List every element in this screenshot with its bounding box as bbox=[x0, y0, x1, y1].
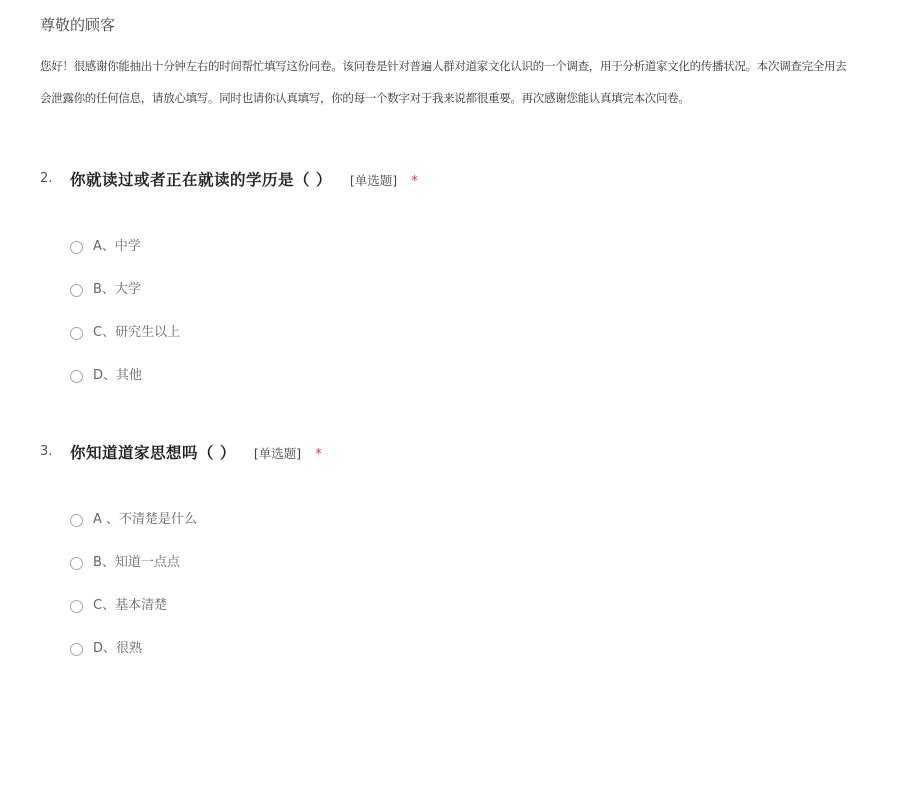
question-type-label: [单选题] bbox=[349, 173, 398, 188]
question-text: 你就读过或者正在就读的学历是（ ） bbox=[70, 171, 332, 189]
question-title-row bbox=[40, 168, 880, 192]
options-list bbox=[70, 511, 197, 683]
option-b[interactable] bbox=[70, 281, 180, 324]
option-b[interactable] bbox=[70, 554, 197, 597]
question-number: 2. bbox=[40, 171, 53, 186]
option-label[interactable]: A 、不清楚是什么 bbox=[93, 512, 198, 527]
required-marker: * bbox=[411, 174, 418, 189]
radio-button[interactable] bbox=[70, 284, 83, 297]
question-text: 你知道道家思想吗（ ） bbox=[70, 444, 236, 462]
question-2 bbox=[40, 168, 880, 383]
question-number: 3. bbox=[40, 444, 53, 459]
option-label[interactable]: B、大学 bbox=[93, 282, 141, 297]
option-c[interactable] bbox=[70, 597, 197, 640]
intro-text-line-1: 您好！很感谢你能抽出十分钟左右的时间帮忙填写这份问卷。该问卷是针对普遍人群对道家文化认识的一个调查，用于分析道家文化的传播状况。本次调查完全用去 bbox=[40, 59, 847, 73]
greeting-title: 尊敬的顾客 bbox=[40, 16, 116, 34]
option-a[interactable] bbox=[70, 511, 197, 554]
radio-button[interactable] bbox=[70, 370, 83, 383]
radio-button[interactable] bbox=[70, 327, 83, 340]
option-label[interactable]: D、其他 bbox=[93, 368, 143, 383]
radio-button[interactable] bbox=[70, 643, 83, 656]
option-c[interactable] bbox=[70, 324, 180, 367]
question-title-group bbox=[70, 441, 322, 463]
radio-button[interactable] bbox=[70, 600, 83, 613]
option-label[interactable]: B、知道一点点 bbox=[93, 555, 180, 570]
radio-button[interactable] bbox=[70, 241, 83, 254]
question-3 bbox=[40, 441, 880, 656]
option-label[interactable]: C、基本清楚 bbox=[93, 598, 168, 613]
option-a[interactable] bbox=[70, 238, 180, 281]
options-list bbox=[70, 238, 180, 410]
option-label[interactable]: C、研究生以上 bbox=[93, 325, 181, 340]
required-marker: * bbox=[315, 447, 322, 462]
option-label[interactable]: D、很熟 bbox=[93, 641, 143, 656]
option-d[interactable] bbox=[70, 640, 197, 683]
question-title-group bbox=[70, 168, 418, 190]
question-title-row bbox=[40, 441, 880, 465]
radio-button[interactable] bbox=[70, 557, 83, 570]
intro-text-line-2: 会泄露你的任何信息，请放心填写。同时也请你认真填写，你的每一个数字对于我来说都很重要。再次感谢您能认真填完本次问卷。 bbox=[40, 91, 690, 105]
radio-button[interactable] bbox=[70, 514, 83, 527]
question-type-label: [单选题] bbox=[253, 446, 302, 461]
option-label[interactable]: A、中学 bbox=[93, 239, 141, 254]
option-d[interactable] bbox=[70, 367, 180, 410]
